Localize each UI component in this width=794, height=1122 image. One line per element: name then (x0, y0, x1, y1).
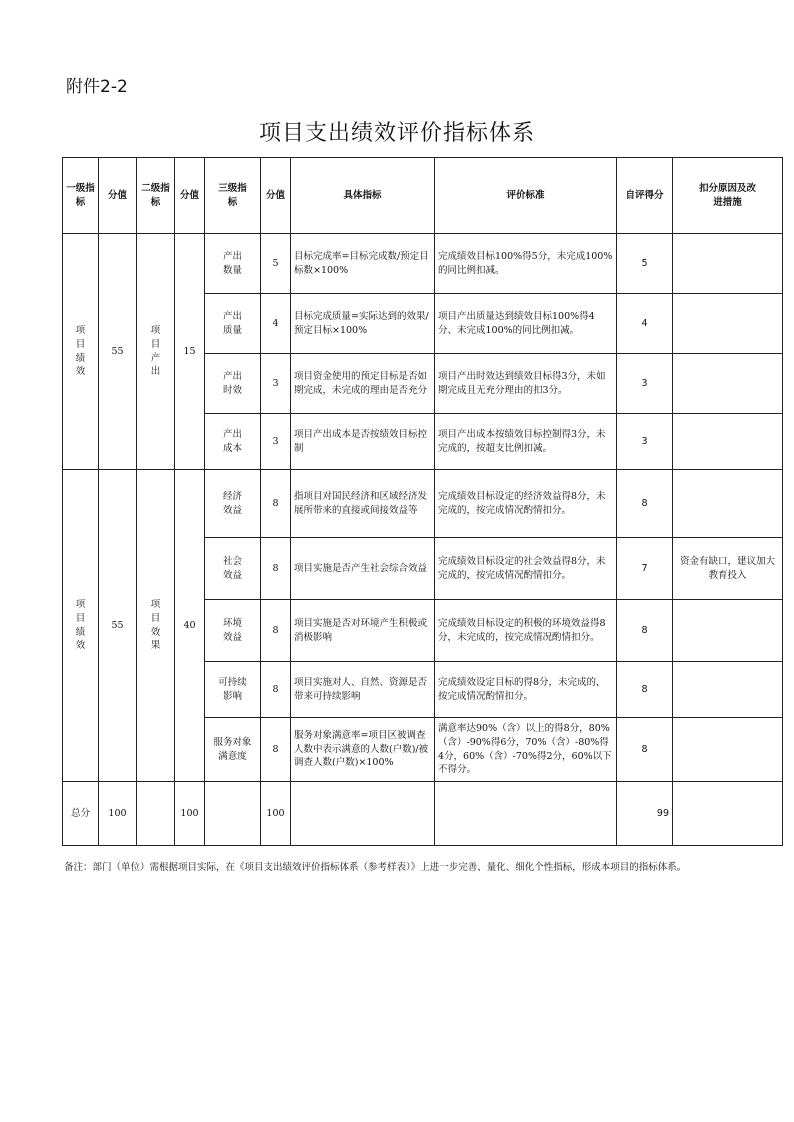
row-level3: 产出成本 (205, 414, 261, 470)
row-indicator: 项目资金使用的预定目标是否如期完成，未完成的理由是否充分 (291, 354, 435, 414)
row-score: 8 (261, 470, 291, 538)
row-level3: 产出数量 (205, 234, 261, 294)
row-standard: 完成绩效目标100%得5分，未完成100%的同比例扣减。 (435, 234, 617, 294)
row-standard: 项目产出质量达到绩效目标100%得4分、未完成100%的同比例扣减。 (435, 294, 617, 354)
group2-score2: 40 (175, 470, 205, 782)
row-self-score: 8 (617, 470, 673, 538)
attachment-label: 附件2-2 (66, 77, 128, 97)
row-level3: 服务对象满意度 (205, 718, 261, 782)
row-reason (673, 600, 783, 662)
group1-level2: 项目产出 (137, 234, 175, 470)
table-row (63, 234, 783, 294)
header-level1: 一级指标 (63, 158, 99, 234)
total-empty-level2 (137, 782, 175, 846)
total-empty-level3 (205, 782, 261, 846)
row-self-score: 7 (617, 538, 673, 600)
total-empty-standard (435, 782, 617, 846)
row-reason (673, 294, 783, 354)
row-level3: 经济效益 (205, 470, 261, 538)
evaluation-table (62, 157, 783, 846)
row-self-score: 8 (617, 600, 673, 662)
row-standard: 完成绩效设定目标的得8分，未完成的，按完成情况酌情扣分。 (435, 662, 617, 718)
row-level3: 社会效益 (205, 538, 261, 600)
row-indicator: 目标完成率=目标完成数/预定目标数×100% (291, 234, 435, 294)
header-score2: 分值 (175, 158, 205, 234)
group2-level2: 项目效果 (137, 470, 175, 782)
row-reason: 资金有缺口，建议加大教育投入 (673, 538, 783, 600)
total-score3: 100 (261, 782, 291, 846)
row-level3: 可持续影响 (205, 662, 261, 718)
row-standard: 完成绩效目标设定的经济效益得8分，未完成的，按完成情况酌情扣分。 (435, 470, 617, 538)
row-reason (673, 662, 783, 718)
row-reason (673, 470, 783, 538)
row-reason (673, 234, 783, 294)
header-level2: 二级指标 (137, 158, 175, 234)
row-level3: 产出时效 (205, 354, 261, 414)
row-indicator: 服务对象满意率=项目区被调查人数中表示满意的人数(户数)/被调查人数(户数)×100% (291, 718, 435, 782)
group1-score2: 15 (175, 234, 205, 470)
total-score1: 100 (99, 782, 137, 846)
row-self-score: 4 (617, 294, 673, 354)
row-self-score: 5 (617, 234, 673, 294)
row-indicator: 项目产出成本是否按绩效目标控制 (291, 414, 435, 470)
row-self-score: 8 (617, 662, 673, 718)
header-score3: 分值 (261, 158, 291, 234)
row-standard: 完成绩效目标设定的社会效益得8分，未完成的，按完成情况酌情扣分。 (435, 538, 617, 600)
row-score: 8 (261, 538, 291, 600)
row-reason (673, 354, 783, 414)
row-indicator: 项目实施是否对环境产生积极或消极影响 (291, 600, 435, 662)
row-standard: 项目产出时效达到绩效目标得3分，未如期完成且无充分理由的扣3分。 (435, 354, 617, 414)
total-empty-indicator (291, 782, 435, 846)
row-score: 8 (261, 718, 291, 782)
row-score: 3 (261, 414, 291, 470)
header-standard: 评价标准 (435, 158, 617, 234)
row-score: 8 (261, 600, 291, 662)
row-self-score: 3 (617, 354, 673, 414)
total-label: 总分 (63, 782, 99, 846)
row-indicator: 项目实施对人、自然、资源是否带来可持续影响 (291, 662, 435, 718)
header-reason: 扣分原因及改进措施 (673, 158, 783, 234)
row-indicator: 目标完成质量=实际达到的效果/预定目标×100% (291, 294, 435, 354)
page-title: 项目支出绩效评价指标体系 (258, 121, 535, 146)
row-indicator: 项目实施是否产生社会综合效益 (291, 538, 435, 600)
row-standard: 满意率达90%（含）以上的得8分，80%（含）-90%得6分，70%（含）-80%得4分，60%（含）-70%得2分，60%以下不得分。 (435, 718, 617, 782)
row-level3: 产出质量 (205, 294, 261, 354)
group1-score1: 55 (99, 234, 137, 470)
total-score2: 100 (175, 782, 205, 846)
group2-score1: 55 (99, 470, 137, 782)
total-self-score: 99 (617, 782, 673, 846)
row-score: 8 (261, 662, 291, 718)
group1-level1: 项目绩效 (63, 234, 99, 470)
row-self-score: 8 (617, 718, 673, 782)
row-level3: 环境效益 (205, 600, 261, 662)
row-standard: 项目产出成本按绩效目标控制得3分，未完成的，按超支比例扣减。 (435, 414, 617, 470)
row-score: 5 (261, 234, 291, 294)
total-empty-reason (673, 782, 783, 846)
group2-level1: 项目绩效 (63, 470, 99, 782)
row-standard: 完成绩效目标设定的积极的环境效益得8分，未完成的，按完成情况酌情扣分。 (435, 600, 617, 662)
row-reason (673, 718, 783, 782)
row-indicator: 指项目对国民经济和区域经济发展所带来的直接或间接效益等 (291, 470, 435, 538)
table-row (63, 470, 783, 538)
footnote: 备注：部门（单位）需根据项目实际，在《项目支出绩效评价指标体系（参考样表）》上进一步完善、量化、细化个性指标，形成本项目的指标体系。 (64, 862, 687, 873)
header-indicator: 具体指标 (291, 158, 435, 234)
header-score1: 分值 (99, 158, 137, 234)
total-row (63, 782, 783, 846)
row-score: 4 (261, 294, 291, 354)
row-self-score: 3 (617, 414, 673, 470)
header-row (63, 158, 783, 234)
header-self-score: 自评得分 (617, 158, 673, 234)
row-reason (673, 414, 783, 470)
row-score: 3 (261, 354, 291, 414)
header-level3: 三级指标 (205, 158, 261, 234)
